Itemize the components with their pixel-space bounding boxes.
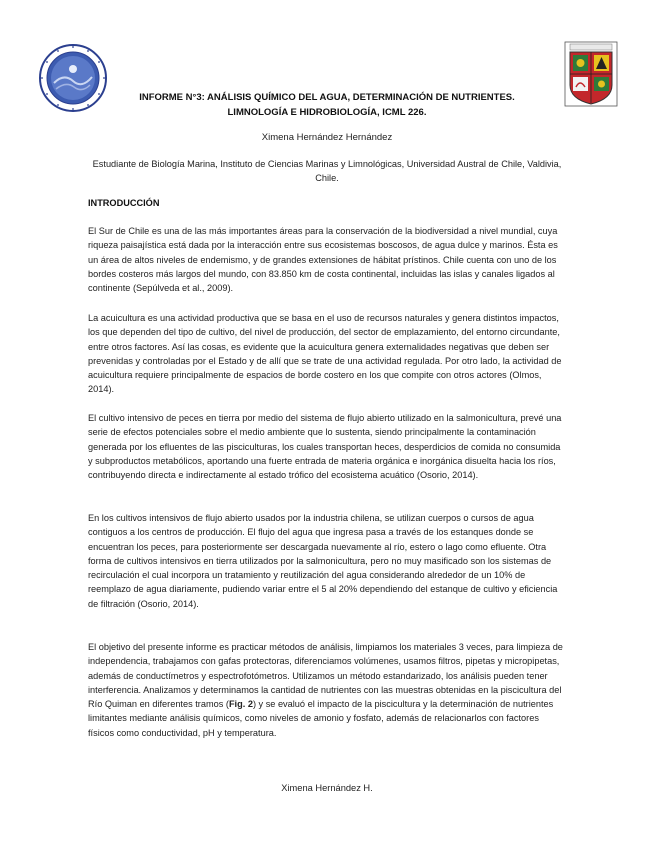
paragraph-1: El Sur de Chile es una de las más importantes áreas para la conservación de la biodiversidad a nivel mundial, cuya riqueza paisajística está dada por la interacción entre sus ecosistemas boscosos, de agua dulce y marinos. Ésta es un área de altos niveles de endemismo, y de grandes extensiones de hábitat prístinos. Chile cuenta con uno de los bordes costeros más largos del mundo, con 83.850 km de costa continental, incluidas las islas y canales ligados al continente (Sepúlveda et al., 2009). <box>88 226 558 294</box>
paragraph-3: El cultivo intensivo de peces en tierra por medio del sistema de flujo abierto utilizado en la salmonicultura, prevé una serie de efectos potenciales sobre el medio ambiente que lo sustenta, siendo principalmente la contaminación generada por los efluentes de las pisciculturas, los cuales transportan heces, desperdicios de comida no consumida y subproductos metabólicos, aportando una fuerte entrada de materia orgánica e inorgánica disuelta hacia los ríos, contribuyendo directa e indirectamente al estado trófico del ecosistema acuático (Osorio, 2014). <box>88 413 562 481</box>
paragraph-2: La acuicultura es una actividad productiva que se basa en el uso de recursos naturales y genera distintos impactos, los que dependen del tipo de cultivo, del nivel de producción, del sector de emplazamiento, del entorno circundante, entre otros factores. Así las cosas, es evidente que la acuicultura genera externalidades negativas que deben ser prevenidas y controladas por el Estado y de allí que se trate de una actividad regulada. Por otro lado, la actividad de acuicultura requiere principalmente de espacios de borde costero en los que compite con otros actores (Olmos, 2014). <box>88 313 562 395</box>
title-line-2: LIMNOLOGÍA E HIDROBIOLOGÍA, ICML 226. <box>227 107 427 118</box>
author-name: Ximena Hernández Hernández <box>261 132 393 143</box>
paragraph-5-text-end: ) y se evaluó el impacto de la piscicultura y la determinación de nutrientes limitantes mediante análisis químicos, como niveles de amonio y fosfato, además de relacionarlos con factores físicos como conductividad, pH y temperatura. <box>88 699 554 738</box>
section-heading-introduction: INTRODUCCIÓN <box>88 198 160 208</box>
paragraph-4: En los cultivos intensivos de flujo abierto usados por la industria chilena, se utilizan cuerpos o cursos de agua contiguos a los centros de producción. El flujo del agua que ingresa pasa a través de los estanques donde se encuentran los peces, para posteriormente ser descargada nuevamente al río, estero o lago como efluente. Otra forma de cultivos intensivos en tierra utilizados por la salmonicultura, pero no muy masificado son los sistemas de recirculación el cual incorpora un tratamiento y reutilización del agua considerando alrededor de un 10% de reemplazo de agua diariamente, pudiendo variar entre el 5 al 20% dependiendo del estanque de cultivo y eficiencia de filtración (Osorio, 2014). <box>88 513 558 609</box>
figure-reference: Fig. 2 <box>228 699 253 710</box>
title-report-number: INFORME N°3 <box>139 92 202 103</box>
report-title <box>90 90 564 120</box>
author-affiliation: Estudiante de Biología Marina, Instituto de Ciencias Marinas y Limnológicas, Universidad Austral de Chile, Valdivia, Chile. <box>92 159 562 183</box>
university-coat-of-arms-logo <box>564 41 618 107</box>
signature: Ximena Hernández H. <box>281 783 373 793</box>
title-line-1 <box>90 90 564 105</box>
title-line-1-text: : ANÁLISIS QUÍMICO DEL AGUA, DETERMINACIÓN DE NUTRIENTES. <box>201 92 515 103</box>
paragraph-5 <box>88 640 566 740</box>
paragraph-5-text-start: El objetivo del presente informe es practicar métodos de análisis, limpiamos los materiales 3 veces, para limpieza de independencia, trabajamos con gafas protectoras, diferenciamos volúmenes, usamos filtros, pipetas y micropipetas, además de conductímetros y espectrofotómetros. Utilizamos un método estandarizado, los análisis pueden tener interferencia. Analizamos y determinamos la cantidad de nutrientes con las muestras obtenidas en la piscicultura del Río Quiman en diferentes tramos ( <box>88 642 563 710</box>
